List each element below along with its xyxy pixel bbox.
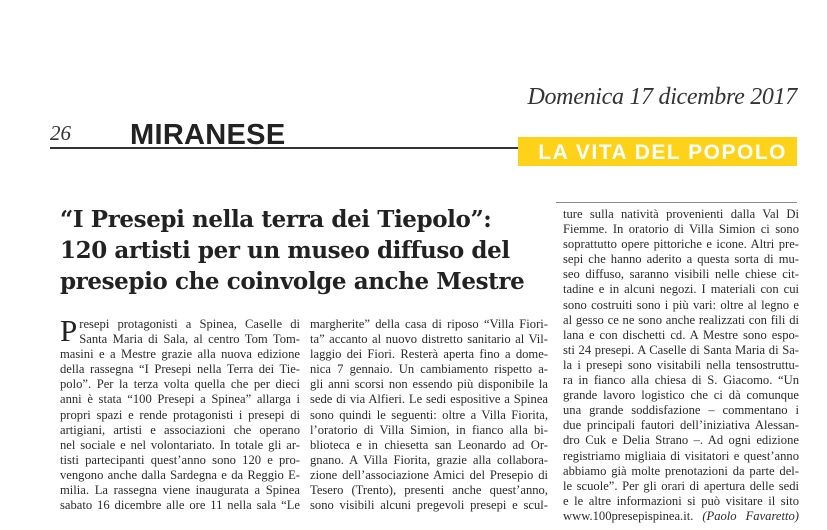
masthead-banner <box>518 137 797 166</box>
column-line: nica 7 gennaio. Un cambiamento rispetto a- <box>310 362 548 377</box>
column-line: vengono anche dalla Sardegna e da Reggio E- <box>60 467 300 482</box>
column-line: sono visibili alcuni pregevoli presepi e scul- <box>310 498 548 513</box>
column-line-last <box>563 509 799 524</box>
section-title: MIRANESE <box>130 119 286 151</box>
column-line: l’oratorio di Villa Simion, in fianco alla bi- <box>310 422 548 437</box>
column-line: resepi protagonisti a Spinea, Caselle di <box>79 317 300 331</box>
column-line: lana e con dischetti cd. A Mestre sono espo- <box>563 327 799 342</box>
column-line: Santa Maria di Sala, al centro Tom Tom- <box>79 332 300 347</box>
drop-cap: P <box>60 313 78 348</box>
headline-line: presepio che coinvolge anche Mestre <box>60 268 525 295</box>
column-line: sti 24 presepi. A Caselle di Santa Maria di Sa- <box>563 342 799 357</box>
headline-line: “I Presepi nella terra dei Tiepolo”: <box>60 206 492 233</box>
column-line: soprattutto opere pittoriche e icone. Altri pre- <box>563 237 799 252</box>
page-number: 26 <box>50 121 71 145</box>
column-line: ra in fianco alla chiesa di S. Giacomo. “Un <box>563 373 799 388</box>
article-column-3 <box>563 207 799 524</box>
column-line: laggio dei Fiori. Resterà aperta fino a dome- <box>310 347 548 362</box>
headline-line: 120 artisti per un museo diffuso del <box>60 237 510 264</box>
column-line: Fiemme. In oratorio di Villa Simion ci sono <box>563 222 799 237</box>
column-line: e le altre informazioni si può visitare il sito <box>563 493 799 508</box>
column-line: sede di via Alfieri. Le sedi espositive a Spinea <box>310 392 548 407</box>
column-line: seo diffuso, saranno visibili nelle chiese cit- <box>563 267 799 282</box>
column-line: sono quindi le seguenti: oltre a Villa Fiorita, <box>310 407 548 422</box>
column-line: Tesero (Trento), presenti anche quest’anno, <box>310 483 548 498</box>
column-line: la i presepi sono visitabili nella tensostruttu- <box>563 357 799 372</box>
masthead-title: LA VITA DEL POPOLO <box>538 141 787 164</box>
column-line: zione dell’associazione Amici del Presepio di <box>310 467 548 482</box>
column-line: ture sulla natività provenienti dalla Val Di <box>563 207 799 221</box>
column-line: ta” accanto al nuovo distretto sanitario al Vil- <box>310 332 548 347</box>
column-line: le scuole”. Per gli orari di apertura delle sedi <box>563 478 799 493</box>
column-line: tisti partecipanti quest’anno sono 120 e pro- <box>60 452 300 467</box>
article-column-2 <box>310 317 548 513</box>
article-column-1 <box>60 313 300 513</box>
column-top-rule <box>556 202 797 203</box>
column-line: tadine e in alcuni negozi. I materiali con cui <box>563 282 799 297</box>
column-line: dro Cuk e Delia Strano –. Ad ogni edizione <box>563 433 799 448</box>
website-link[interactable]: www.100presepispinea.it. <box>563 508 694 523</box>
column-line: nel sociale e nel volontariato. In totale gli ar- <box>60 437 300 452</box>
column-line: al gesso ce ne sono anche realizzati con fili di <box>563 312 799 327</box>
issue-date: Domenica 17 dicembre 2017 <box>527 84 797 110</box>
column-line: grande lavoro logistico che ci dà comunque <box>563 388 799 403</box>
column-line: sabato 16 dicembre alle ore 11 nella sala “Le <box>60 498 300 513</box>
column-line: masini e a Mestre grazie alla nuova edizione <box>60 347 300 362</box>
column-line: propri spazi e rende protagonisti i presepi di <box>60 407 300 422</box>
column-line: abbiamo già molte prenotazioni da parte del- <box>563 463 799 478</box>
column-line: sepi che hanno aderito a questa sorta di mu- <box>563 252 799 267</box>
column-line: della rassegna “I Presepi nella Terra dei Tie- <box>60 362 300 377</box>
column-line: gnano. A Villa Fiorita, grazie alla collabora- <box>310 452 548 467</box>
column-line: margherite” della casa di riposo “Villa Fiori- <box>310 317 548 331</box>
column-line: sono costruiti sono i più vari: oltre al legno e <box>563 297 799 312</box>
column-line: gli anni scorsi non essendo più disponibile la <box>310 377 548 392</box>
column-line: blioteca e in chiesetta san Leonardo ad Or- <box>310 437 548 452</box>
column-line: due principali fautori dell’iniziativa Alessan- <box>563 418 799 433</box>
column-line: registriamo migliaia di visitatori e quest’anno <box>563 448 799 463</box>
column-line: milia. La rassegna viene inaugurata a Spinea <box>60 483 300 498</box>
column-line: anni è stata “100 Presepi a Spinea” allarga i <box>60 392 300 407</box>
column-line: una grande soddisfazione – commentano i <box>563 403 799 418</box>
column-line: artigiani, artisti e associazioni che operano <box>60 422 300 437</box>
byline: (Paolo Favaretto) <box>702 508 799 523</box>
column-line: polo”. Per la terza volta quella che per dieci <box>60 377 300 392</box>
article-headline <box>60 204 550 297</box>
